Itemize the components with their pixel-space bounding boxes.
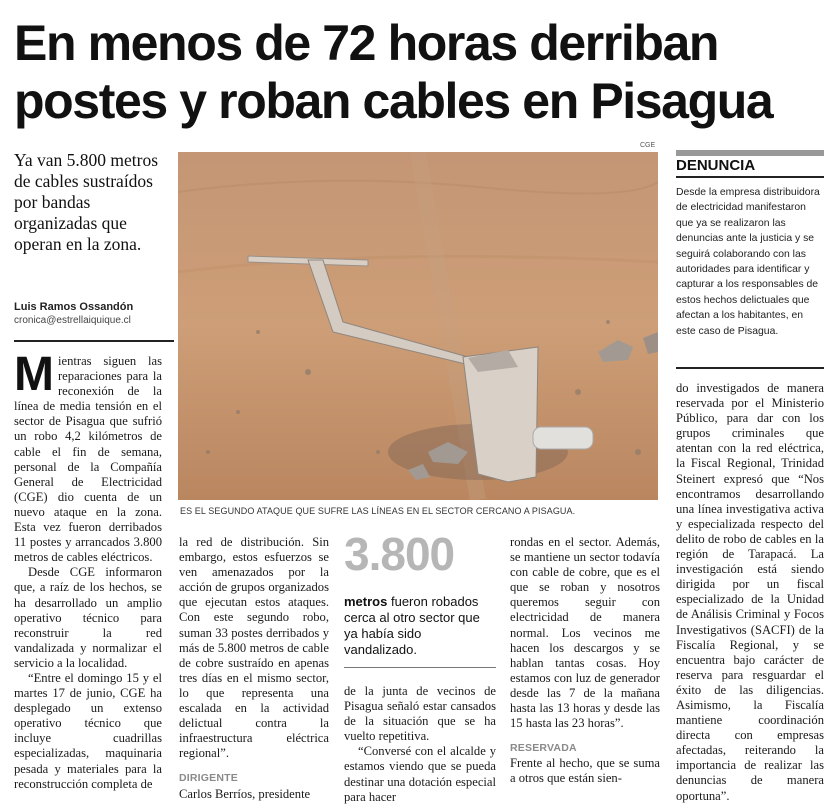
article-column-4 [510,535,660,787]
sidebar-title: DENUNCIA [676,150,824,178]
author-name: Luis Ramos Ossandón [14,301,134,313]
paragraph: Desde CGE informaron que, a raíz de los hechos, se ha desarrollado un amplio operativo técnico para reconstruir la red vandalizada y normalizar el servicio a la localidad. [14,565,162,670]
byline [14,301,174,326]
stat-unit: metros [344,594,388,609]
divider [676,367,824,369]
paragraph: la red de distribución. Sin embargo, estos esfuerzos se ven amenazados por la acción de grupos organizados que ejecutan estos ataques. Con este segundo robo, suman 33 postes derribados y más de 5.800 metros de cable de cobre sustraído en apenas tres días en el mismo sector, lo que representa una escalada en la actividad delictual contra la infraestructura eléctrica regional”. [179,535,329,761]
divider [344,667,496,668]
paragraph: Frente al hecho, que se suma a otros que están sien- [510,756,660,786]
photo-credit: CGE [640,142,656,149]
paragraph: “Conversé con el alcalde y estamos viendo que se pueda destinar una dotación especial para hacer [344,744,496,804]
article-deck: Ya van 5.800 metros de cables sustraídos por bandas organizadas que operan en la zona. [14,150,159,254]
sidebar-text: Desde la empresa distribuidora de electricidad manifestaron que ya se realizaron las denuncias ante la justicia y se seguirá colaborando con las autoridades para identificar y capturar a los responsables de estos hechos delictuales que afectan a los habitantes, en este caso de Pisagua. [676,187,820,337]
section-subhead: RESERVADA [510,742,577,755]
paragraph: de la junta de vecinos de Pisagua señaló estar cansados de la situación que se ha vuelto repetitiva. [344,684,496,744]
article-column-3 [344,684,496,805]
divider [14,340,174,342]
paragraph: do investigados de manera reservada por el Ministerio Público, para dar con los grupos criminales que atentan con la red eléctrica, la Fiscal Regional, Trinidad Steinert expresó que “Nos encontramos desarrollando una línea investigativa activa y especializada respecto del delito de robo de cables en la región de Tarapacá. La investigación está siendo dirigida por un fiscal especializado de la Unidad de Análisis Criminal y Focos Investigativos (SACFI) de la Fiscalía Regional, y se encuentra bajo carácter de reserva para resguardar el éxito de las diligencias. Asimismo, la Fiscalía mantiene coordinación directa con empresas afectadas, reiterando la importancia de realizar las denuncias de manera oportuna”. [676,381,824,803]
paragraph: rondas en el sector. Además, se mantiene un sector todavía con cable de cobre, que es el que se roban y nosotros queremos seguir con electricidad de manera normal. Los vecinos me hacen los descargos y se hablan tantas cosas. Hoy estamos con luz de generador desde las 7 de la mañana hasta las 13 horas y desde las 15 hasta las 23 horas”. [510,535,660,731]
paragraph: “Entre el domingo 15 y el martes 17 de junio, CGE ha desplegado un extenso operativo técnico que incluye cuadrillas especializadas, maquinaria pesada y materiales para la reconstrucción completa de [14,670,162,791]
article-column-1 [14,348,162,792]
author-email: cronica@estrellaiquique.cl [14,315,131,326]
section-subhead: DIRIGENTE [179,772,238,785]
desert-photo-illustration [178,152,658,500]
headline: En menos de 72 horas derriban postes y roban cables en Pisagua [14,15,773,129]
paragraph: Carlos Berríos, presidente [179,786,311,801]
paragraph: ientras siguen las reparaciones para la reconexión de la línea de media tensión en el sector de Pisagua que sufrió un robo 4,2 kilómetros de cable el fin de semana, personal de la Compañía General de Electricidad (CGE) dio cuenta de un nuevo ataque en la zona. Esta vez fueron derribados 11 postes y arrancados 3.800 metros de cables eléctricos. [14,354,162,565]
article-photo [178,152,658,500]
photo-caption: ES EL SEGUNDO ATAQUE QUE SUFRE LAS LÍNEAS EN EL SECTOR CERCANO A PISAGUA. [180,506,576,516]
stat-description: fueron robados cerca al otro sector que ya había sido vandalizado. [344,594,480,657]
drop-cap: M [14,348,54,401]
stat-text [344,594,496,658]
article-column-5 [676,381,824,804]
stat-number: 3.800 [344,528,455,580]
article-column-2 [179,535,329,802]
